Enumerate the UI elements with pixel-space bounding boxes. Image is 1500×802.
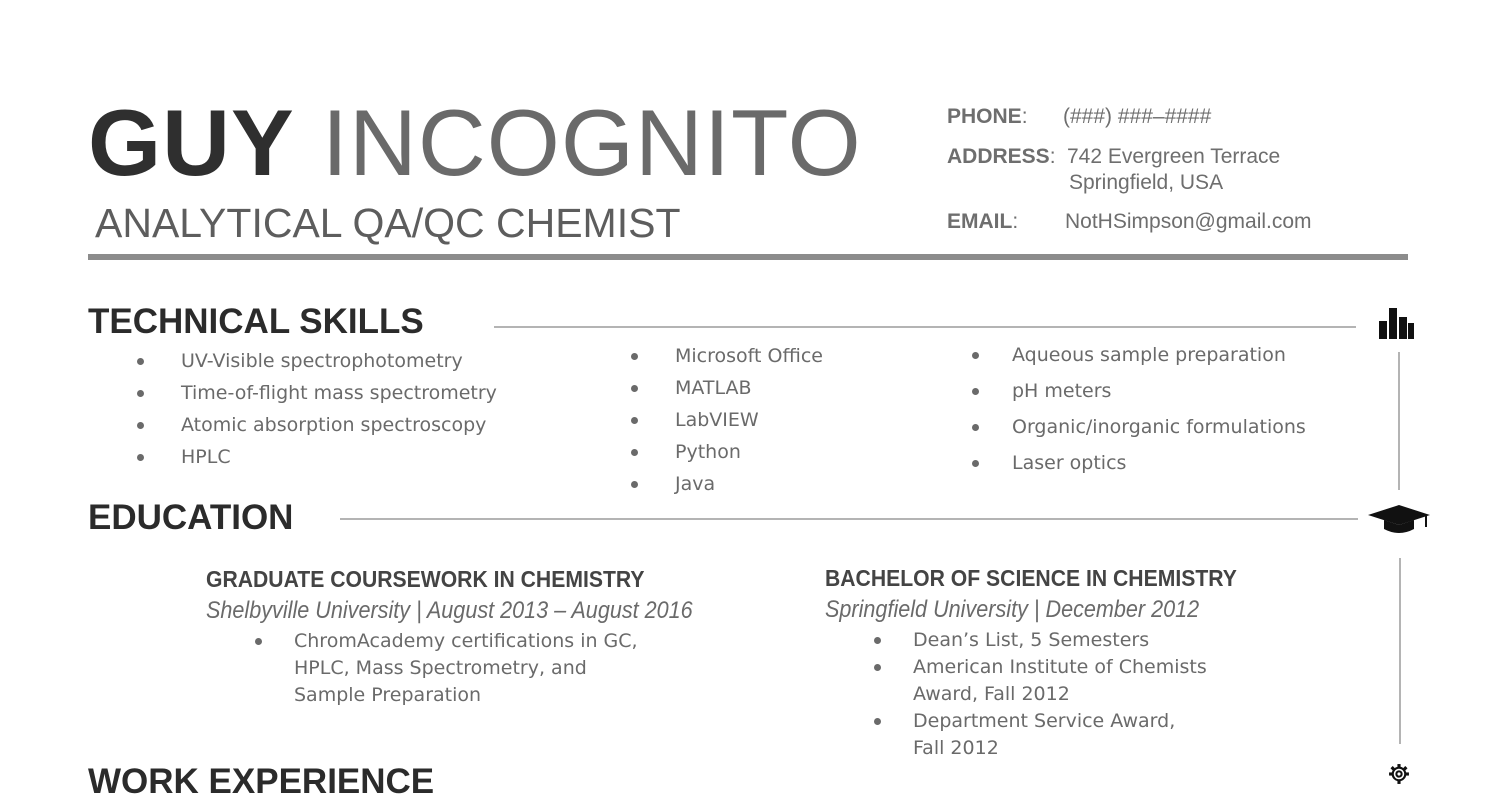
job-title: ANALYTICAL QA/QC CHEMIST <box>95 200 681 246</box>
list-item: ChromAcademy certifications in GC, HPLC, Mass Spectrometry, and Sample Preparation <box>250 628 638 709</box>
list-item: Atomic absorption spectroscopy <box>88 409 497 441</box>
degree-title: GRADUATE COURSEWORK IN CHEMISTRY <box>206 566 645 592</box>
list-item: Microsoft Office <box>630 340 823 372</box>
header-divider <box>88 254 1408 260</box>
address-line1: 742 Evergreen Terrace <box>1067 145 1281 168</box>
skills-column-3 <box>970 337 1306 481</box>
bar-chart-icon <box>1378 307 1414 339</box>
list-item: HPLC <box>88 441 497 473</box>
list-item: Java <box>630 468 823 500</box>
address-line2: Springfield, USA <box>1069 171 1224 194</box>
list-item: Aqueous sample preparation <box>970 337 1306 373</box>
skills-column-1 <box>88 345 497 473</box>
degree-title: BACHELOR OF SCIENCE IN CHEMISTRY <box>825 565 1237 591</box>
education-title: EDUCATION <box>88 498 294 537</box>
email-label: EMAIL: <box>947 210 1019 233</box>
education-details <box>869 627 1207 762</box>
phone-value: (###) ###–#### <box>1063 105 1212 128</box>
list-item: Laser optics <box>970 445 1306 481</box>
school-and-dates: Shelbyville University | August 2013 – August 2016 <box>206 597 693 624</box>
timeline-connector <box>1399 558 1401 744</box>
candidate-name <box>88 90 862 195</box>
education-details <box>250 628 638 709</box>
list-item: pH meters <box>970 373 1306 409</box>
email-value: NotHSimpson@gmail.com <box>1065 210 1312 233</box>
address-label: ADDRESS: <box>947 145 1056 168</box>
list-item: MATLAB <box>630 372 823 404</box>
list-item: Time-of-flight mass spectrometry <box>88 377 497 409</box>
list-item: Department Service Award, Fall 2012 <box>869 708 1207 762</box>
graduation-cap-icon <box>1366 503 1432 535</box>
technical-skills-rule <box>494 326 1356 328</box>
phone-label: PHONE: <box>947 105 1028 128</box>
school-and-dates: Springfield University | December 2012 <box>825 596 1200 623</box>
list-item: American Institute of Chemists Award, Fall 2012 <box>869 654 1207 708</box>
first-name: GUY <box>88 90 295 195</box>
list-item: Dean’s List, 5 Semesters <box>869 627 1207 654</box>
education-rule <box>340 518 1358 520</box>
last-name: INCOGNITO <box>321 90 862 195</box>
list-item: LabVIEW <box>630 404 823 436</box>
gear-icon <box>1378 763 1420 785</box>
technical-skills-title: TECHNICAL SKILLS <box>88 302 424 341</box>
work-experience-title: WORK EXPERIENCE <box>88 762 435 801</box>
list-item: Organic/inorganic formulations <box>970 409 1306 445</box>
list-item: Python <box>630 436 823 468</box>
skills-column-2 <box>630 340 823 500</box>
list-item: UV-Visible spectrophotometry <box>88 345 497 377</box>
timeline-connector <box>1398 352 1400 490</box>
